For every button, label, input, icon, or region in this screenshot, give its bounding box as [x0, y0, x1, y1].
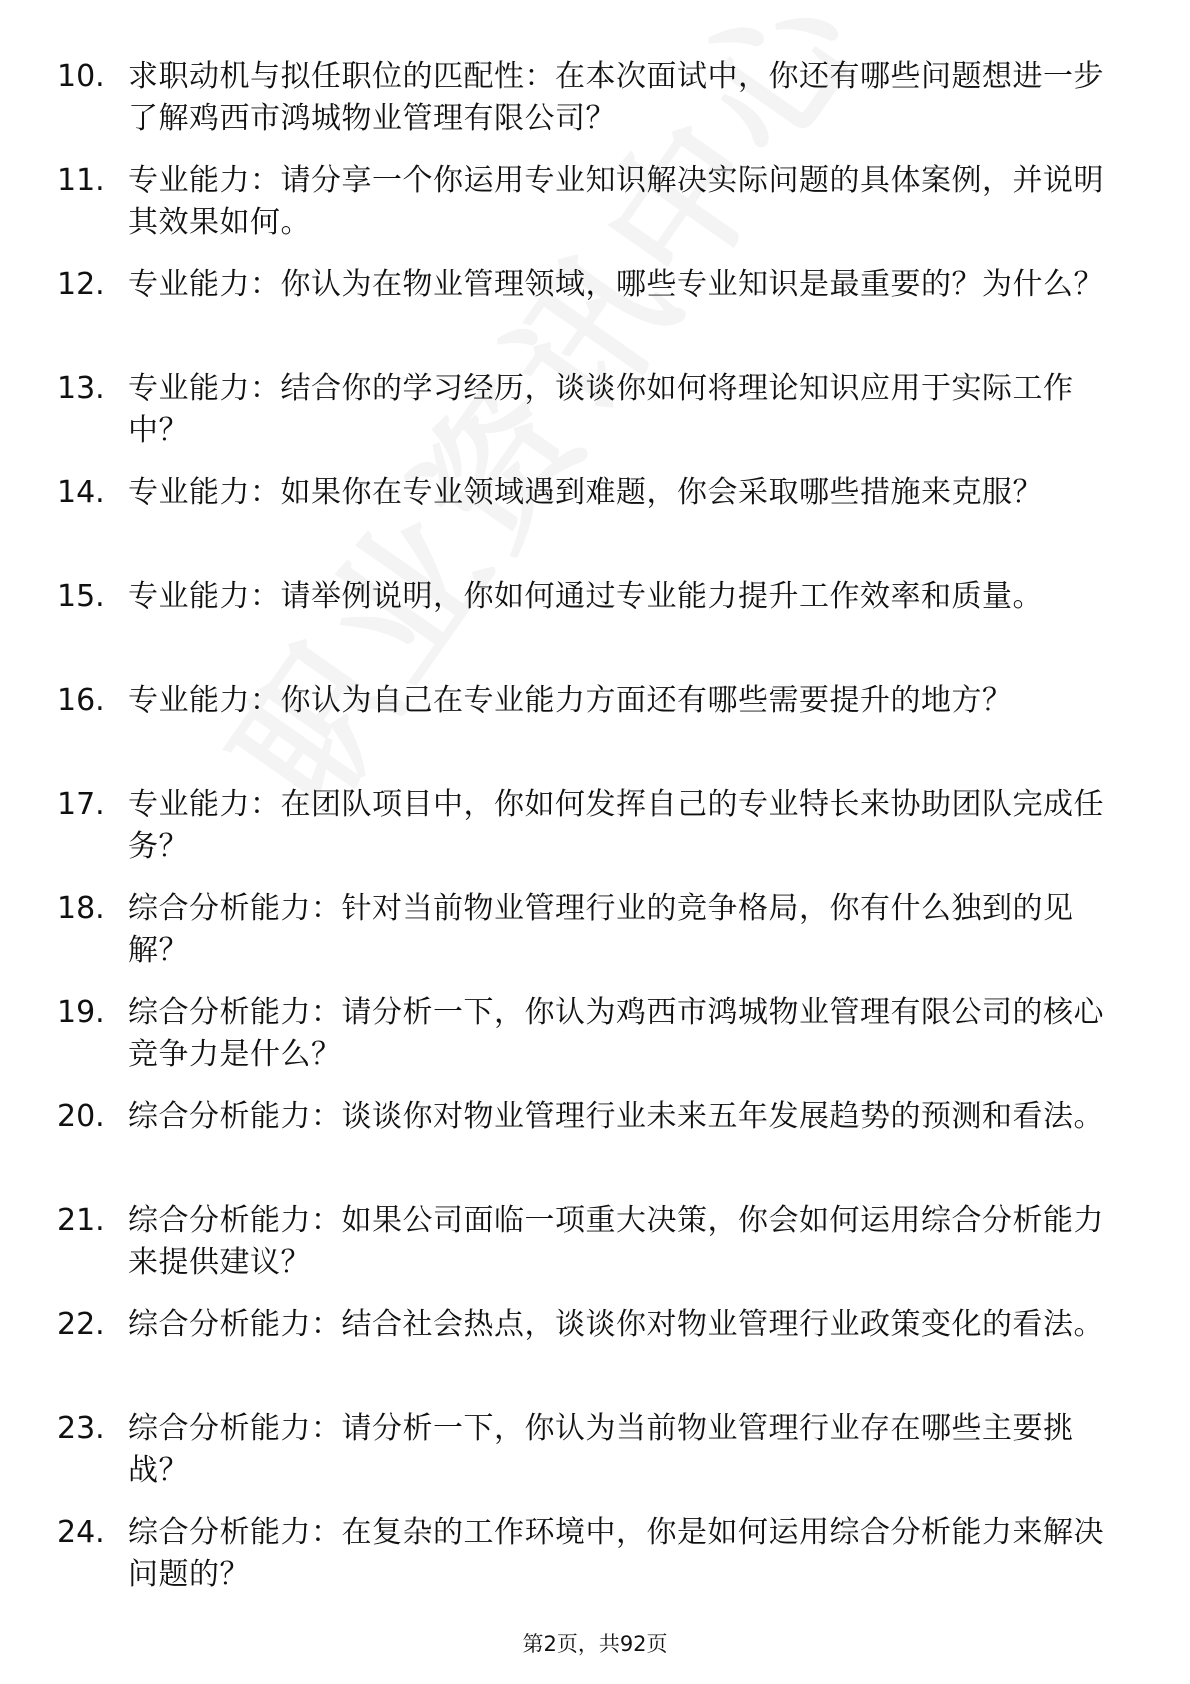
question-number: 16.	[57, 683, 105, 718]
question-item	[0, 992, 1190, 1096]
question-text: 专业能力：结合你的学习经历，谈谈你如何将理论知识应用于实际工作中？	[128, 371, 1074, 448]
question-item	[0, 576, 1190, 680]
page-footer: 第2页，共92页	[522, 1632, 668, 1656]
question-number: 15.	[57, 579, 105, 614]
question-number: 18.	[57, 891, 105, 926]
question-number: 10.	[57, 59, 105, 94]
question-text: 综合分析能力：谈谈你对物业管理行业未来五年发展趋势的预测和看法。	[128, 1099, 1104, 1134]
question-item	[0, 264, 1190, 368]
question-number: 17.	[57, 787, 105, 822]
question-text: 综合分析能力：在复杂的工作环境中，你是如何运用综合分析能力来解决问题的？	[128, 1515, 1104, 1592]
question-text: 专业能力：如果你在专业领域遇到难题，你会采取哪些措施来克服？	[128, 475, 1043, 510]
question-item	[0, 1408, 1190, 1512]
question-text: 综合分析能力：如果公司面临一项重大决策，你会如何运用综合分析能力来提供建议？	[128, 1203, 1104, 1280]
question-item	[0, 680, 1190, 784]
question-number: 14.	[57, 475, 105, 510]
question-number: 11.	[57, 163, 105, 198]
question-item	[0, 1512, 1190, 1616]
question-text: 专业能力：在团队项目中，你如何发挥自己的专业特长来协助团队完成任务？	[128, 787, 1104, 864]
question-number: 13.	[57, 371, 105, 406]
question-text: 综合分析能力：针对当前物业管理行业的竞争格局，你有什么独到的见解？	[128, 891, 1074, 968]
question-text: 求职动机与拟任职位的匹配性：在本次面试中，你还有哪些问题想进一步了解鸡西市鸿城物业管理有限公司？	[128, 59, 1104, 136]
question-item	[0, 56, 1190, 160]
question-text: 专业能力：请举例说明，你如何通过专业能力提升工作效率和质量。	[128, 579, 1043, 614]
question-text: 综合分析能力：请分析一下，你认为当前物业管理行业存在哪些主要挑战？	[128, 1411, 1074, 1488]
question-item	[0, 160, 1190, 264]
question-number: 21.	[57, 1203, 105, 1238]
question-number: 19.	[57, 995, 105, 1030]
question-list	[0, 56, 1190, 1616]
question-number: 20.	[57, 1099, 105, 1134]
question-number: 23.	[57, 1411, 105, 1446]
question-text: 综合分析能力：结合社会热点，谈谈你对物业管理行业政策变化的看法。	[128, 1307, 1104, 1342]
question-number: 24.	[57, 1515, 105, 1550]
question-item	[0, 1200, 1190, 1304]
question-item	[0, 784, 1190, 888]
question-text: 专业能力：你认为在物业管理领域，哪些专业知识是最重要的？为什么？	[128, 267, 1104, 302]
question-text: 专业能力：你认为自己在专业能力方面还有哪些需要提升的地方？	[128, 683, 1013, 718]
question-item	[0, 1096, 1190, 1200]
question-number: 12.	[57, 267, 105, 302]
question-item	[0, 888, 1190, 992]
question-text: 专业能力：请分享一个你运用专业知识解决实际问题的具体案例，并说明其效果如何。	[128, 163, 1104, 240]
question-number: 22.	[57, 1307, 105, 1342]
question-item	[0, 1304, 1190, 1408]
question-text: 综合分析能力：请分析一下，你认为鸡西市鸿城物业管理有限公司的核心竞争力是什么？	[128, 995, 1104, 1072]
question-item	[0, 368, 1190, 472]
question-item	[0, 472, 1190, 576]
